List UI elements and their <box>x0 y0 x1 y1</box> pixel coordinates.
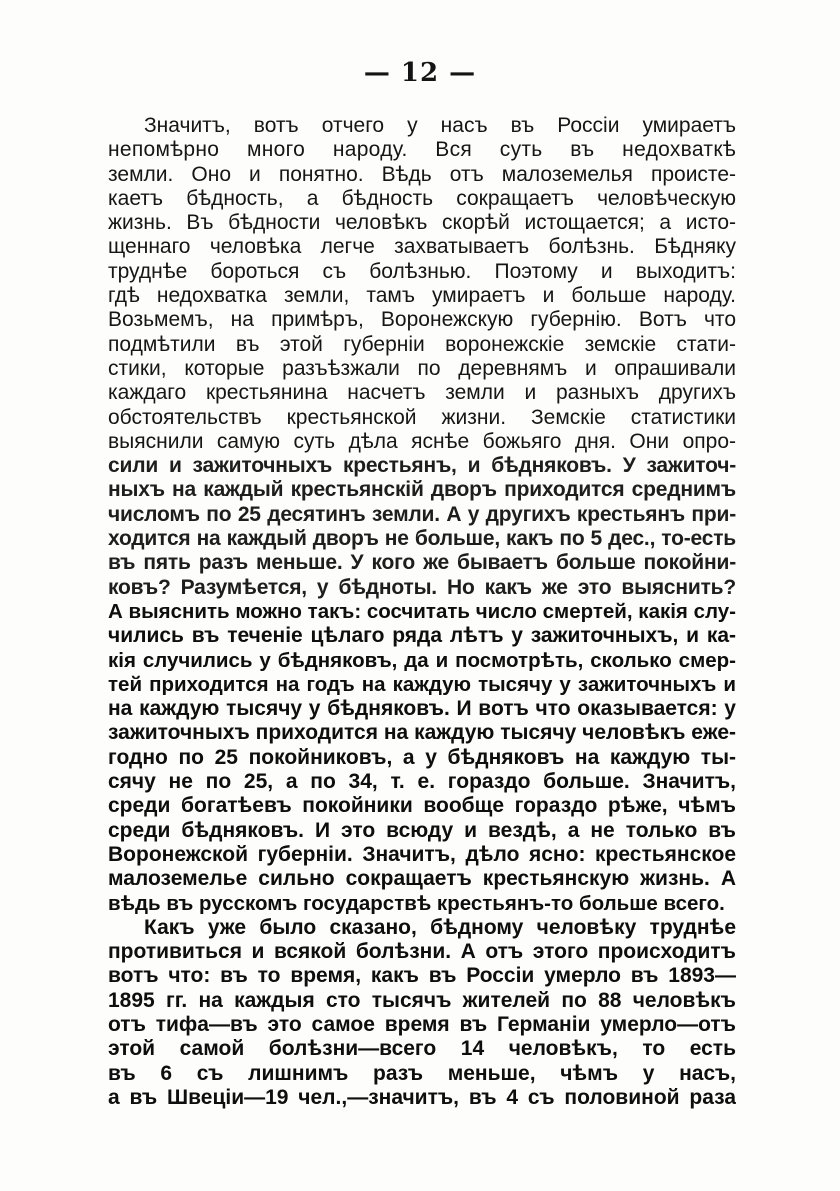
text-line: выяснили самую суть дѣла яснѣе божьяго дня. Они опро- <box>108 429 736 453</box>
text-line: каетъ бѣдность, а бѣдность сокращаетъ человѣческую <box>108 186 736 210</box>
text-line: ковъ? Разумѣется, у бѣдноты. Но какъ же это выяснить? <box>108 575 736 599</box>
text-line: среди бѣдняковъ. И это всюду и вездѣ, а не только въ <box>108 818 736 842</box>
text-line: вѣдь въ русскомъ государствѣ крестьянъ-то больше всего. <box>108 891 725 915</box>
text-line: ныхъ на каждый крестьянскій дворъ приходится среднимъ <box>108 478 736 502</box>
text-line: А выяснить можно такъ: сосчитать число смертей, какія слу- <box>108 599 736 623</box>
text-line: стики, которые разъѣзжали по деревнямъ и опрашивали <box>108 356 736 380</box>
text-line: каждаго крестьянина насчетъ земли и разныхъ другихъ <box>108 381 736 405</box>
text-line: 1895 гг. на каждыя сто тысячъ жителей по 88 человѣкъ <box>108 988 736 1012</box>
text-line: подмѣтили въ этой губерніи воронежскіе земскіе стати- <box>108 332 736 356</box>
text-line: Возьмемъ, на примѣръ, Воронежскую губернію. Вотъ что <box>108 308 736 332</box>
text-line: Воронежской губерніи. Значитъ, дѣло ясно: крестьянское <box>108 842 736 866</box>
text-line: жизнь. Въ бѣдности человѣкъ скорѣй истощается; а исто- <box>108 211 736 235</box>
text-line: вотъ что: въ то время, какъ въ Россіи умерло въ 1893— <box>108 964 736 988</box>
text-line: ходится на каждый дворъ не больше, какъ по 5 дес., то-есть <box>108 527 736 551</box>
text-line: труднѣе бороться съ болѣзнью. Поэтому и выходитъ: <box>108 259 736 283</box>
text-line: въ 6 съ лишнимъ разъ меньше, чѣмъ у насъ, <box>108 1061 736 1085</box>
text-line: обстоятельствъ крестьянской жизни. Земскіе статистики <box>108 405 736 429</box>
text-line: этой самой болѣзни—всего 14 человѣкъ, то есть <box>108 1037 736 1061</box>
text-line: а въ Швеціи—19 чел.,—значитъ, въ 4 съ половиной раза <box>108 1085 736 1109</box>
text-line: среди богатѣевъ покойники вообще гораздо рѣже, чѣмъ <box>108 794 736 818</box>
text-line: зажиточныхъ приходится на каждую тысячу человѣкъ еже- <box>108 721 736 745</box>
text-line: сячу не по 25, а по 34, т. е. гораздо больше. Значитъ, <box>108 770 736 794</box>
text-line: въ пять разъ меньше. У кого же бываетъ больше покойни- <box>108 551 736 575</box>
text-line: Значитъ, вотъ отчего у насъ въ Россіи умираетъ <box>144 114 736 137</box>
text-line: годно по 25 покойниковъ, а у бѣдняковъ на каждую ты- <box>108 745 736 769</box>
page-number: — 12 — <box>363 58 477 88</box>
text-line: на каждую тысячу у бѣдняковъ. И вотъ что оказывается: у <box>108 697 736 721</box>
text-line: земли. Оно и понятно. Вѣдь отъ малоземелья происте- <box>108 162 736 186</box>
text-line: Какъ уже было сказано, бѣдному человѣку труднѣе <box>144 915 736 939</box>
text-line: гдѣ недохватка земли, тамъ умираетъ и больше народу. <box>108 284 736 308</box>
text-line: чились въ теченіе цѣлаго ряда лѣтъ у зажиточныхъ, и ка- <box>108 624 736 648</box>
text-line: кія случились у бѣдняковъ, да и посмотрѣть, сколько смер- <box>108 648 736 672</box>
text-line: числомъ по 25 десятинъ земли. А у другихъ крестьянъ при- <box>108 502 736 526</box>
text-line: щеннаго человѣка легче захватываетъ болѣзнь. Бѣдняку <box>108 235 736 259</box>
text-line: малоземелье сильно сокращаетъ крестьянскую жизнь. А <box>108 867 736 891</box>
text-line: противиться и всякой болѣзни. А отъ этого происходитъ <box>108 940 736 964</box>
body-text <box>108 114 736 1110</box>
text-line: сили и зажиточныхъ крестьянъ, и бѣдняковъ. У зажиточ- <box>108 454 736 478</box>
text-line: тей приходится на годъ на каждую тысячу у зажиточныхъ и <box>108 672 736 696</box>
text-line: отъ тифа—въ это самое время въ Германіи умерло—отъ <box>108 1012 736 1036</box>
text-line: непомѣрно много народу. Вся суть въ недохваткѣ <box>108 138 736 162</box>
